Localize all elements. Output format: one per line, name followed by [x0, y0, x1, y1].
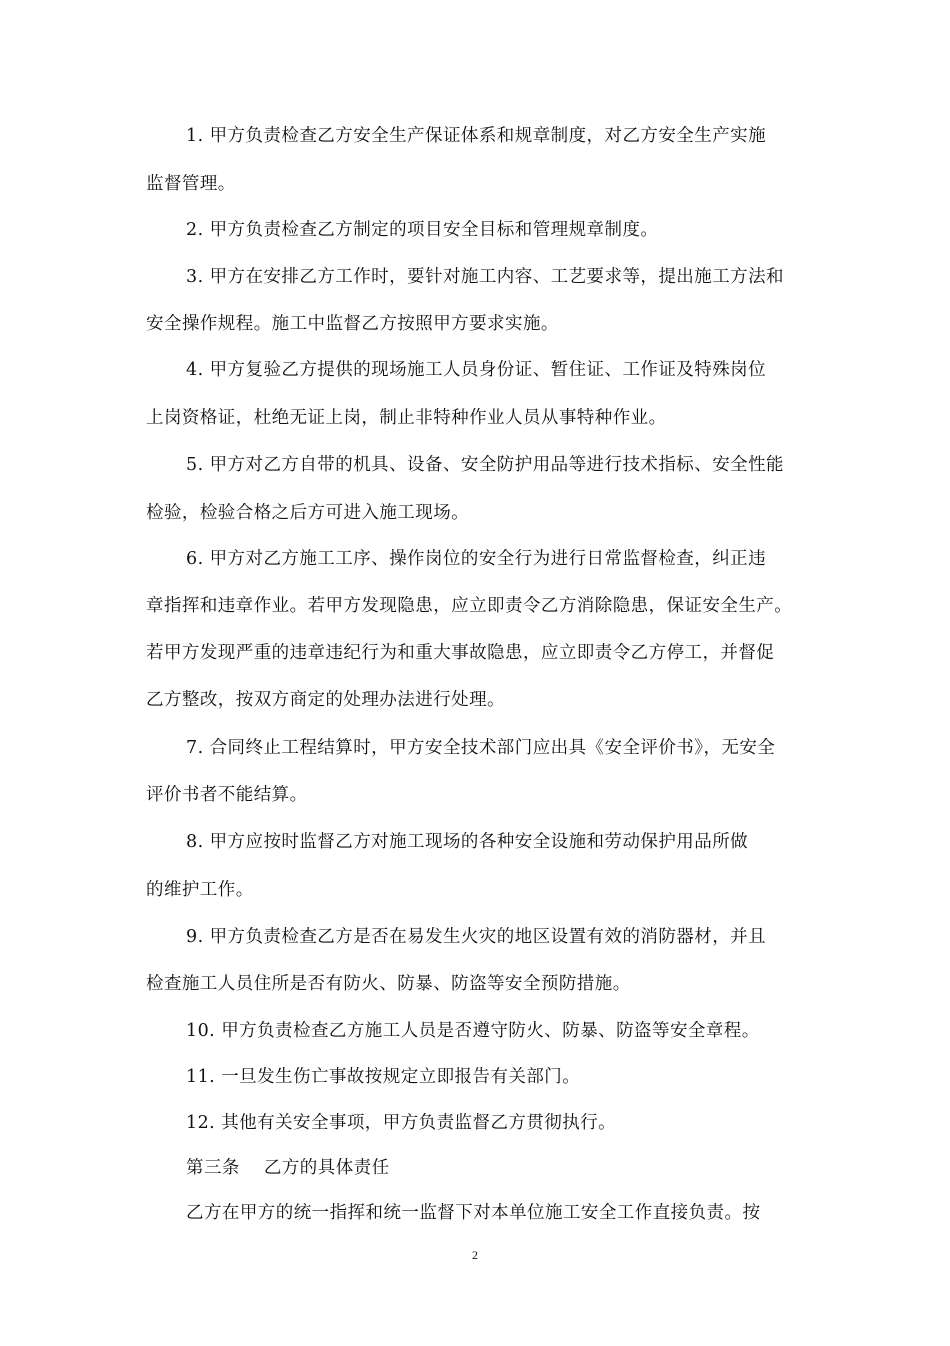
text-line: 3. 甲方在安排乙方工作时，要针对施工内容、工艺要求等，提出施工方法和 — [186, 267, 785, 287]
text-line: 11. 一旦发生伤亡事故按规定立即报告有关部门。 — [186, 1067, 581, 1087]
text-line: 8. 甲方应按时监督乙方对施工现场的各种安全设施和劳动保护用品所做 — [186, 832, 749, 852]
text-line: 乙方在甲方的统一指挥和统一监督下对本单位施工安全工作直接负责。按 — [186, 1203, 761, 1223]
section-heading: 第三条 乙方的具体责任 — [186, 1158, 390, 1178]
text-line: 1. 甲方负责检查乙方安全生产保证体系和规章制度，对乙方安全生产实施 — [186, 126, 767, 146]
text-line: 的维护工作。 — [146, 880, 254, 900]
text-line: 12. 其他有关安全事项，甲方负责监督乙方贯彻执行。 — [186, 1113, 617, 1133]
text-line: 上岗资格证，杜绝无证上岗，制止非特种作业人员从事特种作业。 — [146, 408, 667, 428]
text-line: 7. 合同终止工程结算时，甲方安全技术部门应出具《安全评价书》，无安全 — [186, 738, 776, 758]
text-line: 10. 甲方负责检查乙方施工人员是否遵守防火、防暴、防盗等安全章程。 — [186, 1021, 760, 1041]
text-line: 章指挥和违章作业。若甲方发现隐患，应立即责令乙方消除隐患，保证安全生产。 — [146, 596, 793, 616]
text-line: 9. 甲方负责检查乙方是否在易发生火灾的地区设置有效的消防器材，并且 — [186, 927, 767, 947]
text-line: 5. 甲方对乙方自带的机具、设备、安全防护用品等进行技术指标、安全性能 — [186, 455, 785, 475]
text-line: 评价书者不能结算。 — [146, 785, 308, 805]
page-number: 2 — [472, 1248, 478, 1262]
text-line: 乙方整改，按双方商定的处理办法进行处理。 — [146, 690, 505, 710]
text-line: 2. 甲方负责检查乙方制定的项目安全目标和管理规章制度。 — [186, 220, 659, 240]
text-line: 若甲方发现严重的违章违纪行为和重大事故隐患，应立即责令乙方停工，并督促 — [146, 643, 775, 663]
text-line: 检查施工人员住所是否有防火、防暴、防盗等安全预防措施。 — [146, 974, 631, 994]
text-line: 监督管理。 — [146, 174, 236, 194]
text-line: 4. 甲方复验乙方提供的现场施工人员身份证、暂住证、工作证及特殊岗位 — [186, 360, 767, 380]
text-line: 6. 甲方对乙方施工工序、操作岗位的安全行为进行日常监督检查，纠正违 — [186, 549, 767, 569]
text-line: 检验，检验合格之后方可进入施工现场。 — [146, 503, 470, 523]
text-line: 安全操作规程。施工中监督乙方按照甲方要求实施。 — [146, 314, 559, 334]
